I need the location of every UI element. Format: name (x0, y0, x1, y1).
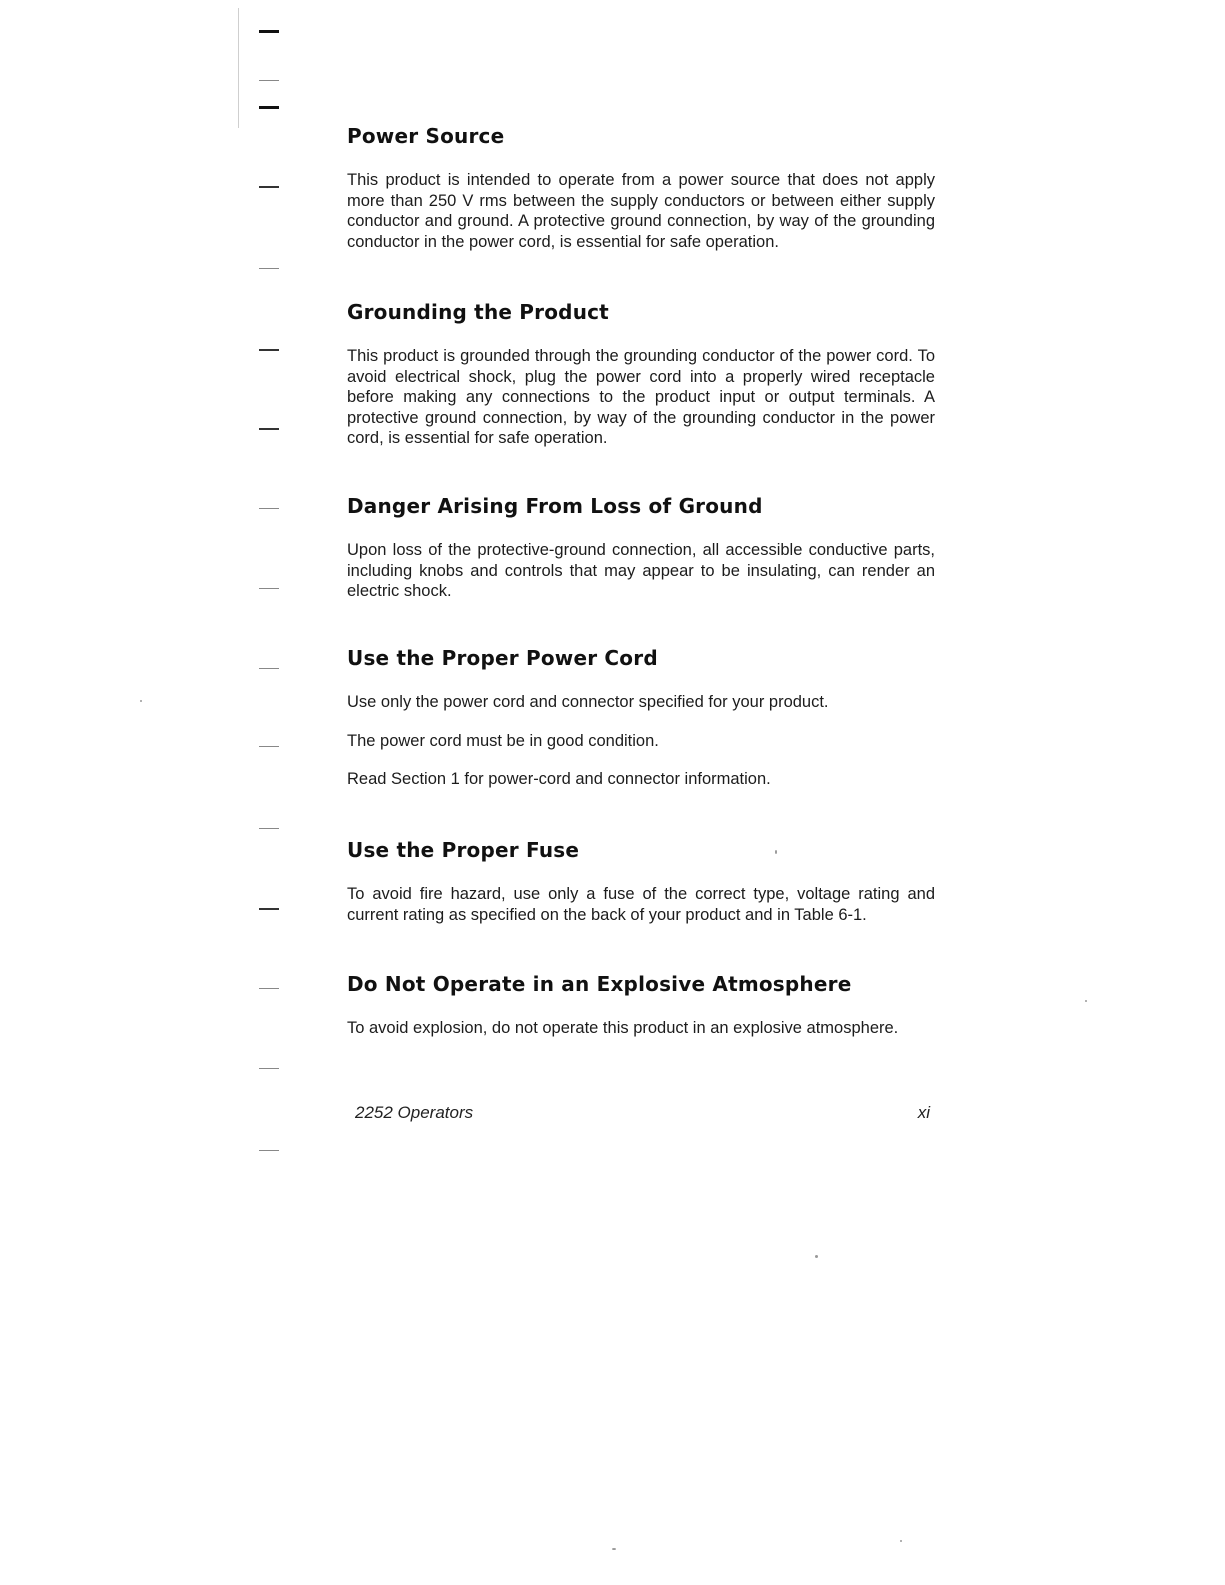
binding-tick (259, 1068, 279, 1069)
binding-tick (259, 668, 279, 669)
binding-margin (0, 0, 300, 1585)
binding-tick (259, 828, 279, 829)
section-paragraph: Read Section 1 for power-cord and connector information. (347, 770, 771, 788)
section-paragraph: To avoid explosion, do not operate this product in an explosive atmosphere. (347, 1019, 899, 1037)
section-heading: Power Source (347, 124, 505, 148)
section-heading: Use the Proper Fuse (347, 838, 580, 862)
binding-tick (259, 80, 279, 81)
scan-speck (775, 850, 777, 854)
binding-tick (259, 908, 279, 910)
binding-tick (259, 349, 279, 351)
section-danger-loss-of-ground (347, 494, 935, 602)
section-heading: Do Not Operate in an Explosive Atmosphere (347, 972, 852, 996)
scan-speck (612, 1548, 616, 1550)
section-paragraph: To avoid fire hazard, use only a fuse of the correct type, voltage rating and current rating as specified on the back of your product and in Table 6-1. (347, 885, 935, 924)
section-paragraph: Use only the power cord and connector specified for your product. (347, 693, 829, 711)
binding-tick (259, 268, 279, 269)
scan-speck (140, 700, 142, 702)
binding-tick (259, 186, 279, 188)
section-paragraph: This product is grounded through the grounding conductor of the power cord. To avoid electrical shock, plug the power cord into a properly wired receptacle before making any connections to the product input or output terminals. A protective ground connection, by way of the grounding conductor in the power cord, is essential for safe operation. (347, 347, 935, 447)
binding-tick (259, 508, 279, 509)
binding-tick (259, 988, 279, 989)
scan-speck (815, 1255, 818, 1258)
section-paragraph: This product is intended to operate from a power source that does not apply more than 250 V rms between the supply conductors or between either supply conductor and ground. A protective ground connection, by way of the grounding conductor in the power cord, is essential for safe operation. (347, 171, 935, 251)
binding-tick (259, 30, 279, 33)
scan-speck (900, 1540, 902, 1542)
footer-page-number: xi (917, 1103, 930, 1122)
section-heading: Danger Arising From Loss of Ground (347, 494, 763, 518)
binding-tick (259, 106, 279, 109)
section-heading: Use the Proper Power Cord (347, 646, 658, 670)
scan-speck (1085, 1000, 1087, 1002)
section-explosive-atmosphere (347, 972, 935, 1039)
binding-tick (259, 588, 279, 589)
section-grounding-the-product (347, 300, 935, 449)
binding-tick (259, 746, 279, 747)
section-proper-power-cord (347, 646, 935, 790)
section-paragraph: The power cord must be in good condition. (347, 731, 659, 750)
footer-manual-title: 2252 Operators (355, 1103, 474, 1122)
section-power-source (347, 124, 935, 252)
section-paragraph: Upon loss of the protective-ground connection, all accessible conductive parts, including knobs and controls that may appear to be insulating, can render an electric shock. (347, 541, 935, 600)
binding-tick (259, 428, 279, 430)
section-heading: Grounding the Product (347, 300, 609, 324)
binding-tick (259, 1150, 279, 1151)
section-proper-fuse (347, 838, 935, 925)
binding-rule (238, 8, 239, 128)
